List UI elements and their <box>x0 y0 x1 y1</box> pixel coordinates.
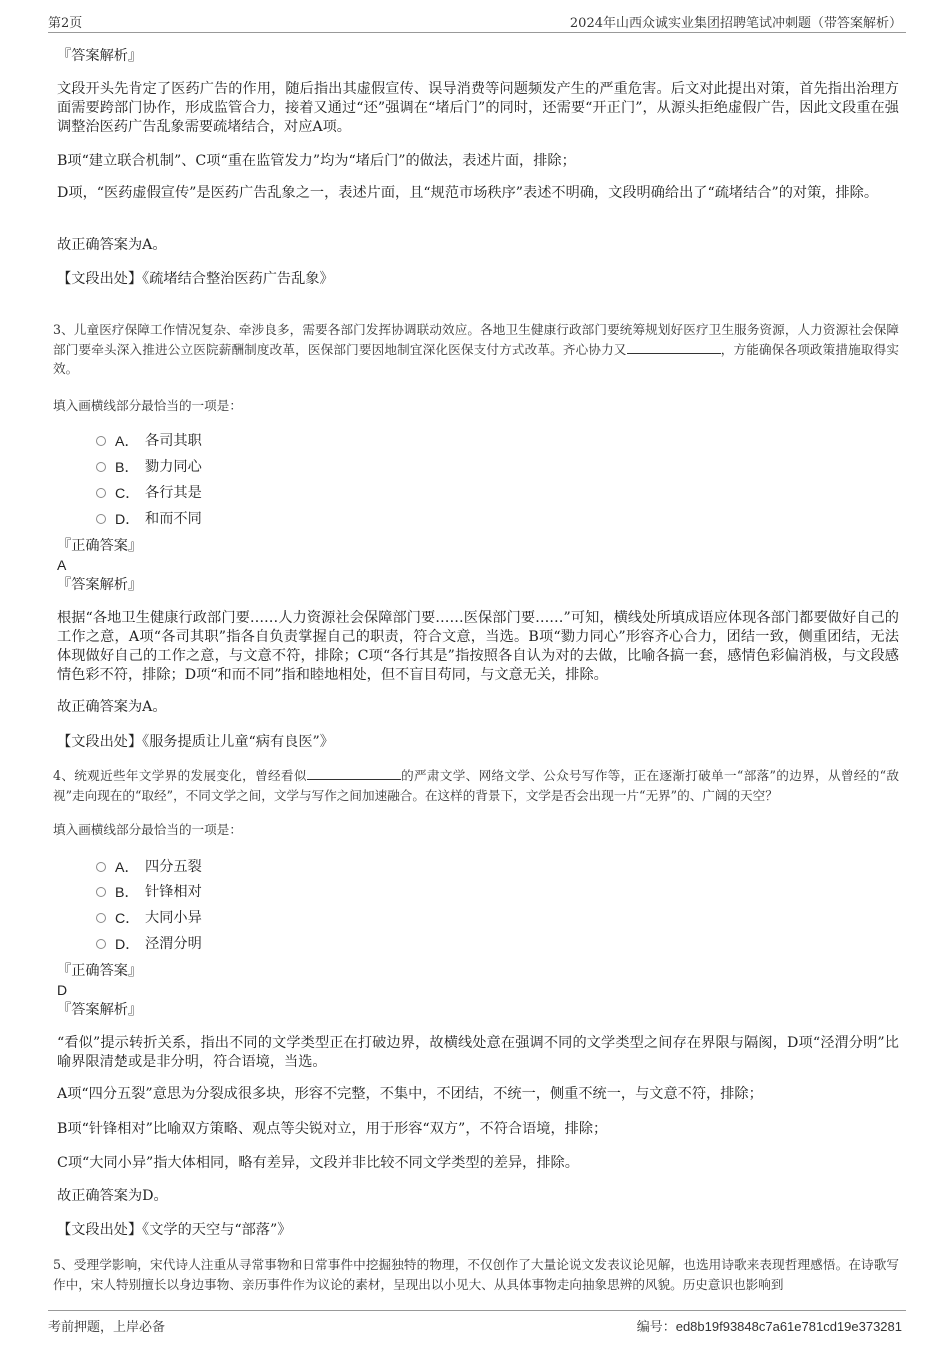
document-code: 编号：ed8b19f93848c7a61e781cd19e373281 <box>636 1319 902 1335</box>
answer-conclusion: 故正确答案为A。 <box>57 237 167 253</box>
radio-button[interactable] <box>96 514 106 524</box>
answer-conclusion: 故正确答案为D。 <box>57 1188 168 1204</box>
radio-button[interactable] <box>96 913 106 923</box>
correct-answer-value: A <box>57 557 67 573</box>
analysis-paragraph: B项“建立联合机制”、C项“重在监管发力”均为“堵后门”的做法，表述片面，排除； <box>57 153 576 169</box>
analysis-paragraph: 文段开头先肯定了医药广告的作用，随后指出其虚假宣传、误导消费等问题频发产生的严重危害。后文对此提出对策，首先指出治理方面需要跨部门协作，形成监管合力，接着又通过“还”强调在“堵后门”的同时，还需要“开正门”，从源头拒绝虚假广告，因此文段重在强调整治医药广告乱象需要疏堵结合，对应A项。 <box>57 81 899 135</box>
analysis-label: 『答案解析』 <box>57 577 143 593</box>
analysis-paragraph: C项“大同小异”指大体相同，略有差异，文段并非比较不同文学类型的差异，排除。 <box>57 1155 579 1171</box>
answer-conclusion: 故正确答案为A。 <box>57 699 167 715</box>
analysis-label: 『答案解析』 <box>57 1002 143 1018</box>
analysis-label: 『答案解析』 <box>57 48 143 64</box>
analysis-paragraph: B项“针锋相对”比喻双方策略、观点等尖锐对立，用于形容“双方”，不符合语境，排除； <box>57 1121 608 1137</box>
correct-answer-label: 『正确答案』 <box>57 963 143 979</box>
source-citation: 【文段出处】《疏堵结合整治医药广告乱象》 <box>57 271 334 287</box>
radio-button[interactable] <box>96 862 106 872</box>
question-5-stem: 5、受理学影响，宋代诗人注重从寻常事物和日常事件中挖掘独特的物理，不仅创作了大量论说文发表议论见解，也选用诗歌来表现哲理感悟。在诗歌写作中，宋人特别擅长以身边事物、亲历事件作为议论的素材，呈现出以小见大、从具体事物走向抽象思辨的风貌。历史意识也影响到 <box>53 1257 899 1292</box>
document-title: 2024年山西众诚实业集团招聘笔试冲刺题（带答案解析） <box>569 16 902 31</box>
analysis-paragraph: “看似”提示转折关系，指出不同的文学类型正在打破边界，故横线处意在强调不同的文学类型之间存在界限与隔阂，D项“泾渭分明”比喻界限清楚或是非分明，符合语境，当选。 <box>57 1035 899 1070</box>
page-footer <box>48 1310 906 1335</box>
footer-slogan: 考前押题，上岸必备 <box>48 1320 166 1335</box>
radio-button[interactable] <box>96 887 106 897</box>
radio-button[interactable] <box>96 436 106 446</box>
page-content: 『答案解析』 文段开头先肯定了医药广告的作用，随后指出其虚假宣传、误导消费等问题频发产生的严重危害。后文对此提出对策，首先指出治理方面需要跨部门协作，形成监管合力，接着又通过“还”强调在“堵后门”的同时，还需要“开正门”，从源头拒绝虚假广告，因此文段重在强调整治医药广告乱象需要疏堵结合，对应A项。 B项“建立联合机制”、C项“重在监管发力”均为“堵后门”的做法，表述片面，排除； D项，“医药虚假宣传”是医药广告乱象之一，表述片面，且“规范市场秩序”表述不明确，文段明确给出了“疏堵结合”的对策，排除。 故正确答案为A。 【文段出处】《疏堵结合整治医药广告乱象》 3、儿童医疗保障工作情况复杂、牵涉良多，需要各部门发挥协调联动效应。各地卫生健康行政部门要统筹规划好医疗卫生服务资源，人力资源社会保障部门要牵头深入推进公立医院薪酬制度改革，医保部门要因地制宜深化医保支付方式改革。齐心协力又 ，方能确保各项政策措施取得实效。 填入画横线部分最恰当的一项是： A． 各司其职 B． 勠力同心 C． 各行其是 D． 和而不同 『正确答案』 A 『答案解析』 根据“各地卫生健康行政部门要……人力资源社会保障部门要……医保部门要……”可知，横线处所填成语应体现各部门都要做好自己的工作之意，A项“各司其职”指各自负责掌握自己的职责，符合文意，当选。B项“勠力同心”形容齐心合力，团结一致，侧重团结，无法体现做好自己的工作之意，与文意不符，排除；C项“各行其是”指按照各自认为对的去做，比喻各搞一套，感情色彩偏消极，与文段感情色彩不符，排除；D项“和而不同”指和睦地相处，但不盲目苟同，与文意无关，排除。 故正确答案为A。 【文段出处】《服务提质让儿童“病有良医”》 4、统观近些年文学界的发展变化，曾经看似 的严肃文学、网络文学、公众号写作等，正在逐渐打破单一“部落”的边界，从曾经的“敌视”走向现在的“取经”，不同文学之间，文学与写作之间加速融合。在这样的背景下，文学是否会出现一片“无界”的、广阔的天空？ 填入画横线部分最恰当的一项是： A． 四分五裂 B． 针锋相对 C． 大同小异 D． 泾渭分明 『正确答案』 D 『答案解析』 “看似”提示转折关系，指出不同的文学类型正在打破边界，故横线处意在强调不同的文学类型之间存在界限与隔阂，D项“泾渭分明”比喻界限清楚或是非分明，符合语境，当选。 A项“四分五裂”意思为分裂成很多块，形容不完整，不集中，不团结，不统一，侧重不统一，与文意不符，排除； B项“针锋相对”比喻双方策略、观点等尖锐对立，用于形容“双方”，不符合语境，排除； C项“大同小异”指大体相同，略有差异，文段并非比较不同文学类型的差异，排除。 故正确答案为D。 【文段出处】《文学的天空与“部落”》 5、受理学影响，宋代诗人注重从寻常事物和日常事件中挖掘独特的物理，不仅创作了大量论说文发表议论见解，也选用诗歌来表现哲理感悟。在诗歌写作中，宋人特别擅长以身边事物、亲历事件作为议论的素材，呈现出以小见大、从具体事物走向抽象思辨的风貌。历史意识也影响到 <box>0 0 950 1345</box>
question-3-stem: 3、儿童医疗保障工作情况复杂、牵涉良多，需要各部门发挥协调联动效应。各地卫生健康行政部门要统筹规划好医疗卫生服务资源，人力资源社会保障部门要牵头深入推进公立医院薪酬制度改革，医保部门要因地制宜深化医保支付方式改革。齐心协力又 ，方能确保各项政策措施取得实效。 <box>53 322 900 376</box>
answer-blank <box>307 767 401 780</box>
analysis-paragraph: 根据“各地卫生健康行政部门要……人力资源社会保障部门要……医保部门要……”可知，横线处所填成语应体现各部门都要做好自己的工作之意，A项“各司其职”指各自负责掌握自己的职责，符合文意，当选。B项“勠力同心”形容齐心合力，团结一致，侧重团结，无法体现做好自己的工作之意，与文意不符，排除；C项“各行其是”指按照各自认为对的去做，比喻各搞一套，感情色彩偏消极，与文段感情色彩不符，排除；D项“和而不同”指和睦地相处，但不盲目苟同，与文意无关，排除。 <box>57 610 899 683</box>
question-4-prompt: 填入画横线部分最恰当的一项是： <box>53 822 242 837</box>
question-3-prompt: 填入画横线部分最恰当的一项是： <box>53 398 242 413</box>
radio-button[interactable] <box>96 939 106 949</box>
source-citation: 【文段出处】《文学的天空与“部落”》 <box>57 1222 292 1238</box>
question-4-stem: 4、统观近些年文学界的发展变化，曾经看似 的严肃文学、网络文学、公众号写作等，正在逐渐打破单一“部落”的边界，从曾经的“敌视”走向现在的“取经”，不同文学之间，文学与写作之间加速融合。在这样的背景下，文学是否会出现一片“无界”的、广阔的天空？ <box>53 768 899 803</box>
analysis-paragraph: D项，“医药虚假宣传”是医药广告乱象之一，表述片面，且“规范市场秩序”表述不明确，文段明确给出了“疏堵结合”的对策，排除。 <box>57 185 879 201</box>
answer-blank <box>627 341 721 354</box>
correct-answer-value: D <box>57 982 68 998</box>
source-citation: 【文段出处】《服务提质让儿童“病有良医”》 <box>57 734 334 750</box>
analysis-paragraph: A项“四分五裂”意思为分裂成很多块，形容不完整，不集中，不团结，不统一，侧重不统一，与文意不符，排除； <box>57 1086 763 1102</box>
radio-button[interactable] <box>96 488 106 498</box>
page-number: 第2页 <box>48 16 83 31</box>
radio-button[interactable] <box>96 462 106 472</box>
correct-answer-label: 『正确答案』 <box>57 538 143 554</box>
